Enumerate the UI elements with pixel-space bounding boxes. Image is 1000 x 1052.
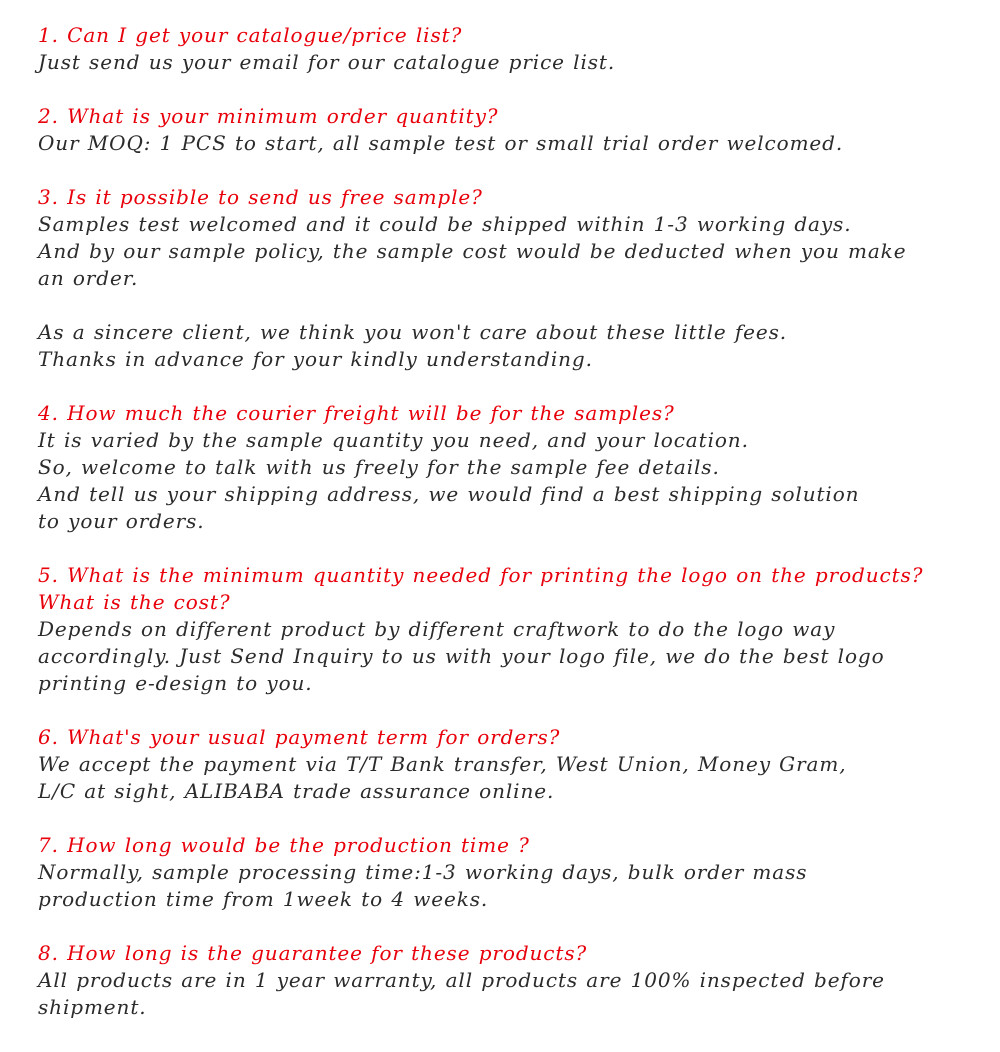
faq-item-1 xyxy=(38,22,988,76)
faq-item-4 xyxy=(38,400,988,535)
faq-question: What is the cost? xyxy=(38,590,231,614)
faq-question: 1. Can I get your catalogue/price list? xyxy=(38,23,463,47)
paragraph-gap xyxy=(38,292,988,319)
faq-item-8 xyxy=(38,940,988,1021)
faq-question: 7. How long would be the production time ? xyxy=(38,833,530,857)
faq-answer: shipment. xyxy=(38,995,147,1019)
faq-answer: production time from 1week to 4 weeks. xyxy=(38,887,489,911)
faq-answer: to your orders. xyxy=(38,509,205,533)
faq-answer: And by our sample policy, the sample cost would be deducted when you make xyxy=(38,239,907,263)
faq-question: 5. What is the minimum quantity needed for printing the logo on the products? xyxy=(38,563,924,587)
faq-answer: And tell us your shipping address, we would find a best shipping solution xyxy=(38,482,860,506)
faq-item-7 xyxy=(38,832,988,913)
faq-question: 8. How long is the guarantee for these products? xyxy=(38,941,588,965)
faq-question: 6. What's your usual payment term for orders? xyxy=(38,725,561,749)
faq-answer-note: As a sincere client, we think you won't care about these little fees. xyxy=(38,320,788,344)
faq-answer: L/C at sight, ALIBABA trade assurance online. xyxy=(38,779,555,803)
faq-question: 4. How much the courier freight will be for the samples? xyxy=(38,401,675,425)
faq-answer: Samples test welcomed and it could be shipped within 1-3 working days. xyxy=(38,212,852,236)
faq-answer: Depends on different product by different craftwork to do the logo way xyxy=(38,617,836,641)
faq-answer: Just send us your email for our catalogue price list. xyxy=(38,50,616,74)
faq-list xyxy=(38,22,988,1021)
faq-answer-note: Thanks in advance for your kindly understanding. xyxy=(38,347,593,371)
faq-item-6 xyxy=(38,724,988,805)
faq-answer: accordingly. Just Send Inquiry to us with your logo file, we do the best logo xyxy=(38,644,885,668)
faq-answer: an order. xyxy=(38,266,139,290)
faq-item-5 xyxy=(38,562,988,697)
faq-answer: So, welcome to talk with us freely for the sample fee details. xyxy=(38,455,720,479)
faq-item-3 xyxy=(38,184,988,373)
faq-answer: We accept the payment via T/T Bank transfer, West Union, Money Gram, xyxy=(38,752,847,776)
faq-answer: It is varied by the sample quantity you need, and your location. xyxy=(38,428,749,452)
faq-question: 2. What is your minimum order quantity? xyxy=(38,104,499,128)
faq-answer: Our MOQ: 1 PCS to start, all sample test or small trial order welcomed. xyxy=(38,131,844,155)
faq-answer: printing e-design to you. xyxy=(38,671,313,695)
faq-item-2 xyxy=(38,103,988,157)
faq-answer: All products are in 1 year warranty, all products are 100% inspected before xyxy=(38,968,885,992)
faq-answer: Normally, sample processing time:1-3 working days, bulk order mass xyxy=(38,860,808,884)
faq-question: 3. Is it possible to send us free sample? xyxy=(38,185,483,209)
